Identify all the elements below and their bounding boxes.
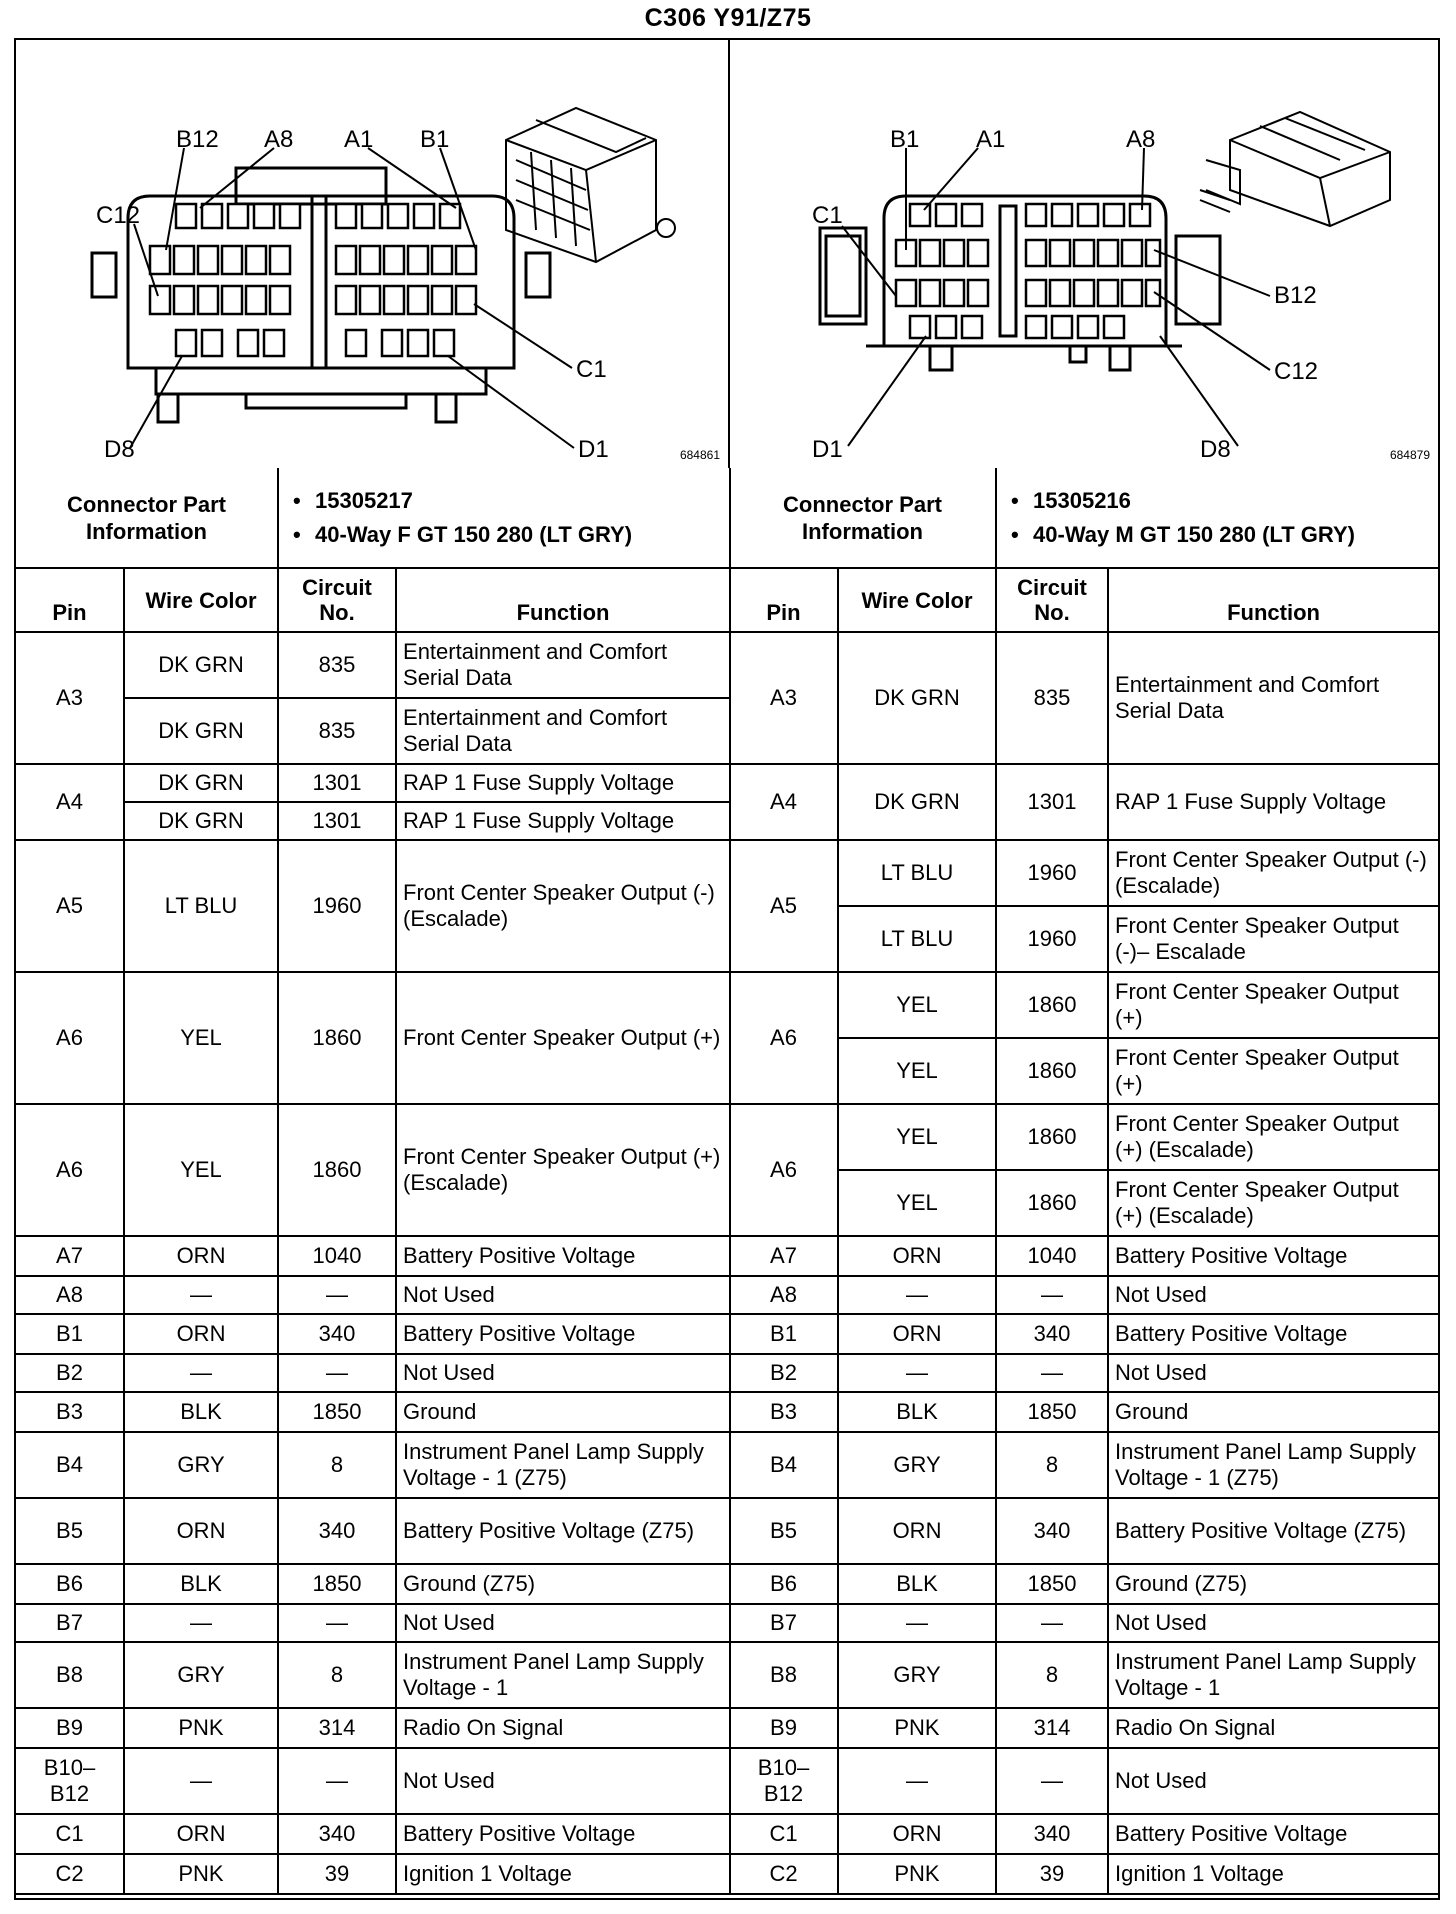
- wire-color-cell: DK GRN: [124, 632, 278, 698]
- header-circuit: Circuit No.: [278, 568, 396, 632]
- callout-c12: C12: [1274, 358, 1319, 385]
- header-wire: Wire Color: [124, 568, 278, 632]
- pin-cell: A8: [730, 1276, 838, 1314]
- function-cell: Entertainment and Comfort Serial Data: [396, 632, 730, 698]
- pin-cell: A6: [730, 1104, 838, 1236]
- callout-c1: C1: [576, 356, 607, 383]
- pin-cell: A3: [730, 632, 838, 764]
- wire-color-cell: GRY: [124, 1642, 278, 1708]
- table-row: [730, 1354, 1438, 1392]
- pin-cell: B1: [730, 1314, 838, 1354]
- circuit-cell: —: [996, 1748, 1108, 1814]
- callout-d1: D1: [812, 436, 843, 463]
- table-row: [730, 1748, 1438, 1814]
- wire-color-cell: YEL: [838, 972, 996, 1038]
- pin-cell: A3: [16, 632, 124, 764]
- circuit-cell: 8: [996, 1642, 1108, 1708]
- callout-d1: D1: [578, 436, 609, 463]
- function-cell: Ground: [1108, 1392, 1438, 1432]
- pin-cell: B9: [730, 1708, 838, 1748]
- function-cell: Battery Positive Voltage: [396, 1814, 730, 1854]
- table-row: [730, 764, 1438, 840]
- pin-cell: A6: [16, 972, 124, 1104]
- connector-part-info-values: [278, 468, 730, 568]
- function-cell: Not Used: [396, 1748, 730, 1814]
- table-row: [730, 1104, 1438, 1170]
- function-cell: Front Center Speaker Output (-)– Escalade: [1108, 906, 1438, 972]
- wire-color-cell: ORN: [838, 1236, 996, 1276]
- function-cell: Battery Positive Voltage (Z75): [1108, 1498, 1438, 1564]
- circuit-cell: 1040: [278, 1236, 396, 1276]
- circuit-cell: —: [278, 1604, 396, 1642]
- table-row: [16, 1564, 730, 1604]
- table-row: [16, 1276, 730, 1314]
- pin-cell: B10– B12: [16, 1748, 124, 1814]
- wire-color-cell: YEL: [838, 1104, 996, 1170]
- circuit-cell: 340: [996, 1314, 1108, 1354]
- pin-cell: A5: [730, 840, 838, 972]
- wire-color-cell: GRY: [124, 1432, 278, 1498]
- wire-color-cell: DK GRN: [124, 764, 278, 802]
- left-pinout-table: [16, 468, 731, 1895]
- circuit-cell: 835: [278, 698, 396, 764]
- wire-color-cell: PNK: [838, 1854, 996, 1894]
- part-info-line: [293, 484, 723, 518]
- callout-c12: C12: [96, 202, 141, 229]
- table-row: [730, 1814, 1438, 1854]
- circuit-cell: 340: [278, 1498, 396, 1564]
- function-cell: Battery Positive Voltage: [396, 1314, 730, 1354]
- pin-cell: A8: [16, 1276, 124, 1314]
- pin-cell: B10– B12: [730, 1748, 838, 1814]
- function-cell: Front Center Speaker Output (+): [1108, 1038, 1438, 1104]
- female-connector-face-drawing: [16, 40, 730, 468]
- table-row: [730, 1236, 1438, 1276]
- function-cell: Radio On Signal: [1108, 1708, 1438, 1748]
- function-cell: Front Center Speaker Output (+): [396, 972, 730, 1104]
- wire-color-cell: LT BLU: [838, 840, 996, 906]
- connector-part-info-label: Connector Part Information: [16, 468, 278, 568]
- circuit-cell: 39: [278, 1854, 396, 1894]
- callout-d8: D8: [1200, 436, 1231, 463]
- circuit-cell: 340: [278, 1814, 396, 1854]
- wire-color-cell: DK GRN: [124, 698, 278, 764]
- circuit-cell: —: [996, 1276, 1108, 1314]
- part-info-value: 15305217: [315, 487, 413, 513]
- pin-cell: B6: [16, 1564, 124, 1604]
- header-circuit: Circuit No.: [996, 568, 1108, 632]
- pin-cell: C2: [730, 1854, 838, 1894]
- wire-color-cell: LT BLU: [838, 906, 996, 972]
- table-row: [730, 1564, 1438, 1604]
- function-cell: Front Center Speaker Output (+) (Escalade): [396, 1104, 730, 1236]
- header-pin: Pin: [16, 568, 124, 632]
- function-cell: RAP 1 Fuse Supply Voltage: [396, 802, 730, 840]
- part-info-value: 15305216: [1033, 487, 1131, 513]
- wire-color-cell: —: [124, 1748, 278, 1814]
- pin-cell: C1: [16, 1814, 124, 1854]
- bullet-icon: •: [1011, 521, 1019, 547]
- circuit-cell: 1960: [996, 840, 1108, 906]
- pin-cell: B3: [730, 1392, 838, 1432]
- table-row: [16, 1104, 730, 1236]
- wire-color-cell: —: [838, 1604, 996, 1642]
- table-row: [16, 1314, 730, 1354]
- function-cell: Not Used: [1108, 1354, 1438, 1392]
- bullet-icon: •: [293, 521, 301, 547]
- wire-color-cell: ORN: [124, 1236, 278, 1276]
- pin-cell: B2: [730, 1354, 838, 1392]
- table-row: [16, 1392, 730, 1432]
- circuit-cell: —: [996, 1604, 1108, 1642]
- pin-cell: B1: [16, 1314, 124, 1354]
- connector-info-row: [730, 468, 1438, 568]
- function-cell: Radio On Signal: [396, 1708, 730, 1748]
- callout-b1: B1: [890, 126, 920, 153]
- wire-color-cell: —: [124, 1604, 278, 1642]
- part-info-line: [1011, 518, 1432, 552]
- table-row: [16, 1854, 730, 1894]
- pin-cell: B3: [16, 1392, 124, 1432]
- circuit-cell: 1850: [996, 1564, 1108, 1604]
- circuit-cell: 1860: [996, 1104, 1108, 1170]
- connector-part-info-values: [996, 468, 1438, 568]
- wire-color-cell: DK GRN: [838, 632, 996, 764]
- pin-cell: B9: [16, 1708, 124, 1748]
- function-cell: Battery Positive Voltage: [396, 1236, 730, 1276]
- function-cell: Ground (Z75): [1108, 1564, 1438, 1604]
- wire-color-cell: PNK: [838, 1708, 996, 1748]
- wire-color-cell: YEL: [838, 1170, 996, 1236]
- pin-cell: A7: [16, 1236, 124, 1276]
- function-cell: Instrument Panel Lamp Supply Voltage - 1 (Z75): [396, 1432, 730, 1498]
- table-row: [730, 840, 1438, 906]
- wire-color-cell: —: [838, 1354, 996, 1392]
- table-header-row: [16, 568, 730, 632]
- wire-color-cell: ORN: [838, 1498, 996, 1564]
- pin-cell: A4: [16, 764, 124, 840]
- circuit-cell: 8: [278, 1642, 396, 1708]
- table-row: [730, 972, 1438, 1038]
- circuit-cell: 340: [996, 1498, 1108, 1564]
- function-cell: Front Center Speaker Output (+) (Escalade): [1108, 1104, 1438, 1170]
- function-cell: Ground (Z75): [396, 1564, 730, 1604]
- function-cell: Entertainment and Comfort Serial Data: [396, 698, 730, 764]
- circuit-cell: 39: [996, 1854, 1108, 1894]
- function-cell: Not Used: [396, 1604, 730, 1642]
- circuit-cell: 1301: [996, 764, 1108, 840]
- circuit-cell: 1860: [278, 972, 396, 1104]
- pin-cell: C2: [16, 1854, 124, 1894]
- connector-info-row: [16, 468, 730, 568]
- circuit-cell: 8: [278, 1432, 396, 1498]
- wire-color-cell: —: [838, 1748, 996, 1814]
- table-row: [16, 1354, 730, 1392]
- pin-cell: B7: [730, 1604, 838, 1642]
- right-pinout-table: [730, 468, 1438, 1895]
- male-connector-face-drawing: [730, 40, 1438, 468]
- table-row: [16, 972, 730, 1104]
- callout-b12: B12: [1274, 282, 1317, 309]
- table-row: [730, 1854, 1438, 1894]
- wire-color-cell: ORN: [124, 1498, 278, 1564]
- table-row: [16, 1432, 730, 1498]
- table-row: [16, 1604, 730, 1642]
- function-cell: Entertainment and Comfort Serial Data: [1108, 632, 1438, 764]
- circuit-cell: 314: [996, 1708, 1108, 1748]
- callout-d8: D8: [104, 436, 135, 463]
- pin-cell: C1: [730, 1814, 838, 1854]
- circuit-cell: 1960: [996, 906, 1108, 972]
- circuit-cell: 1850: [996, 1392, 1108, 1432]
- table-row: [730, 1314, 1438, 1354]
- table-row: [16, 1642, 730, 1708]
- function-cell: Front Center Speaker Output (-) (Escalade): [396, 840, 730, 972]
- pin-cell: B4: [16, 1432, 124, 1498]
- function-cell: RAP 1 Fuse Supply Voltage: [1108, 764, 1438, 840]
- function-cell: Battery Positive Voltage: [1108, 1236, 1438, 1276]
- wire-color-cell: PNK: [124, 1708, 278, 1748]
- table-row: [16, 764, 730, 802]
- circuit-cell: 1301: [278, 764, 396, 802]
- part-info-value: 40-Way M GT 150 280 (LT GRY): [1033, 521, 1355, 547]
- callout-c1: C1: [812, 202, 843, 229]
- part-info-line: [293, 518, 723, 552]
- circuit-cell: 835: [278, 632, 396, 698]
- connector-sheet: [14, 38, 1440, 1900]
- pin-cell: B5: [730, 1498, 838, 1564]
- pin-cell: B7: [16, 1604, 124, 1642]
- circuit-cell: 1860: [996, 1038, 1108, 1104]
- circuit-cell: —: [996, 1354, 1108, 1392]
- callout-b1: B1: [420, 126, 450, 153]
- wire-color-cell: ORN: [124, 1314, 278, 1354]
- callout-a8: A8: [264, 126, 294, 153]
- callout-b12: B12: [176, 126, 219, 153]
- function-cell: Instrument Panel Lamp Supply Voltage - 1: [396, 1642, 730, 1708]
- function-cell: Battery Positive Voltage: [1108, 1314, 1438, 1354]
- circuit-cell: 1850: [278, 1392, 396, 1432]
- table-row: [16, 1708, 730, 1748]
- pin-cell: B2: [16, 1354, 124, 1392]
- wire-color-cell: ORN: [838, 1314, 996, 1354]
- table-row: [730, 1498, 1438, 1564]
- table-row: [16, 802, 730, 840]
- function-cell: Instrument Panel Lamp Supply Voltage - 1 (Z75): [1108, 1432, 1438, 1498]
- header-pin: Pin: [730, 568, 838, 632]
- table-header-row: [730, 568, 1438, 632]
- table-row: [16, 632, 730, 698]
- wire-color-cell: BLK: [124, 1564, 278, 1604]
- wire-color-cell: PNK: [124, 1854, 278, 1894]
- function-cell: Ground: [396, 1392, 730, 1432]
- wire-color-cell: GRY: [838, 1432, 996, 1498]
- pin-cell: A5: [16, 840, 124, 972]
- function-cell: Front Center Speaker Output (-) (Escalade): [1108, 840, 1438, 906]
- wire-color-cell: —: [838, 1276, 996, 1314]
- header-wire: Wire Color: [838, 568, 996, 632]
- wire-color-cell: ORN: [838, 1814, 996, 1854]
- pin-cell: B8: [16, 1642, 124, 1708]
- circuit-cell: 8: [996, 1432, 1108, 1498]
- table-row: [730, 1642, 1438, 1708]
- table-row: [16, 1236, 730, 1276]
- table-row: [16, 1498, 730, 1564]
- circuit-cell: 1860: [278, 1104, 396, 1236]
- table-row: [16, 698, 730, 764]
- function-cell: Ignition 1 Voltage: [1108, 1854, 1438, 1894]
- circuit-cell: 1850: [278, 1564, 396, 1604]
- function-cell: Battery Positive Voltage: [1108, 1814, 1438, 1854]
- wire-color-cell: GRY: [838, 1642, 996, 1708]
- circuit-cell: —: [278, 1748, 396, 1814]
- pin-cell: A4: [730, 764, 838, 840]
- pin-cell: B5: [16, 1498, 124, 1564]
- left-connector-diagram: [16, 40, 730, 468]
- pin-cell: B6: [730, 1564, 838, 1604]
- wire-color-cell: LT BLU: [124, 840, 278, 972]
- function-cell: Not Used: [1108, 1604, 1438, 1642]
- table-row: [730, 632, 1438, 764]
- function-cell: Battery Positive Voltage (Z75): [396, 1498, 730, 1564]
- part-info-line: [1011, 484, 1432, 518]
- wire-color-cell: —: [124, 1276, 278, 1314]
- wire-color-cell: ORN: [124, 1814, 278, 1854]
- header-function: Function: [396, 568, 730, 632]
- right-connector-diagram: [730, 40, 1438, 468]
- table-row: [730, 1276, 1438, 1314]
- wire-color-cell: YEL: [124, 1104, 278, 1236]
- function-cell: Front Center Speaker Output (+): [1108, 972, 1438, 1038]
- circuit-cell: 1960: [278, 840, 396, 972]
- circuit-cell: —: [278, 1354, 396, 1392]
- callout-a1: A1: [344, 126, 374, 153]
- table-row: [16, 840, 730, 972]
- callout-a1: A1: [976, 126, 1006, 153]
- wire-color-cell: DK GRN: [838, 764, 996, 840]
- pin-cell: B8: [730, 1642, 838, 1708]
- table-row: [730, 1708, 1438, 1748]
- bullet-icon: •: [1011, 487, 1019, 513]
- circuit-cell: 340: [996, 1814, 1108, 1854]
- circuit-cell: 314: [278, 1708, 396, 1748]
- function-cell: Not Used: [396, 1276, 730, 1314]
- figure-id: 684879: [1389, 448, 1430, 462]
- part-info-value: 40-Way F GT 150 280 (LT GRY): [315, 521, 633, 547]
- connector-part-info-label: Connector Part Information: [730, 468, 996, 568]
- function-cell: Not Used: [1108, 1748, 1438, 1814]
- circuit-cell: 340: [278, 1314, 396, 1354]
- wire-color-cell: —: [124, 1354, 278, 1392]
- function-cell: Not Used: [1108, 1276, 1438, 1314]
- header-function: Function: [1108, 568, 1438, 632]
- function-cell: RAP 1 Fuse Supply Voltage: [396, 764, 730, 802]
- function-cell: Instrument Panel Lamp Supply Voltage - 1: [1108, 1642, 1438, 1708]
- function-cell: Front Center Speaker Output (+) (Escalade): [1108, 1170, 1438, 1236]
- pin-cell: A6: [16, 1104, 124, 1236]
- table-row: [730, 1432, 1438, 1498]
- table-row: [16, 1748, 730, 1814]
- table-row: [730, 1604, 1438, 1642]
- circuit-cell: 1301: [278, 802, 396, 840]
- bullet-icon: •: [293, 487, 301, 513]
- wire-color-cell: DK GRN: [124, 802, 278, 840]
- wire-color-cell: BLK: [838, 1392, 996, 1432]
- callout-a8: A8: [1126, 126, 1156, 153]
- wire-color-cell: BLK: [124, 1392, 278, 1432]
- circuit-cell: 1860: [996, 1170, 1108, 1236]
- pin-cell: A7: [730, 1236, 838, 1276]
- table-row: [730, 1392, 1438, 1432]
- function-cell: Ignition 1 Voltage: [396, 1854, 730, 1894]
- circuit-cell: 835: [996, 632, 1108, 764]
- figure-id: 684861: [679, 448, 720, 462]
- table-row: [16, 1814, 730, 1854]
- circuit-cell: 1040: [996, 1236, 1108, 1276]
- circuit-cell: 1860: [996, 972, 1108, 1038]
- pin-cell: A6: [730, 972, 838, 1104]
- wire-color-cell: BLK: [838, 1564, 996, 1604]
- wire-color-cell: YEL: [838, 1038, 996, 1104]
- page-title: C306 Y91/Z75: [644, 4, 812, 32]
- function-cell: Not Used: [396, 1354, 730, 1392]
- circuit-cell: —: [278, 1276, 396, 1314]
- wire-color-cell: YEL: [124, 972, 278, 1104]
- pin-cell: B4: [730, 1432, 838, 1498]
